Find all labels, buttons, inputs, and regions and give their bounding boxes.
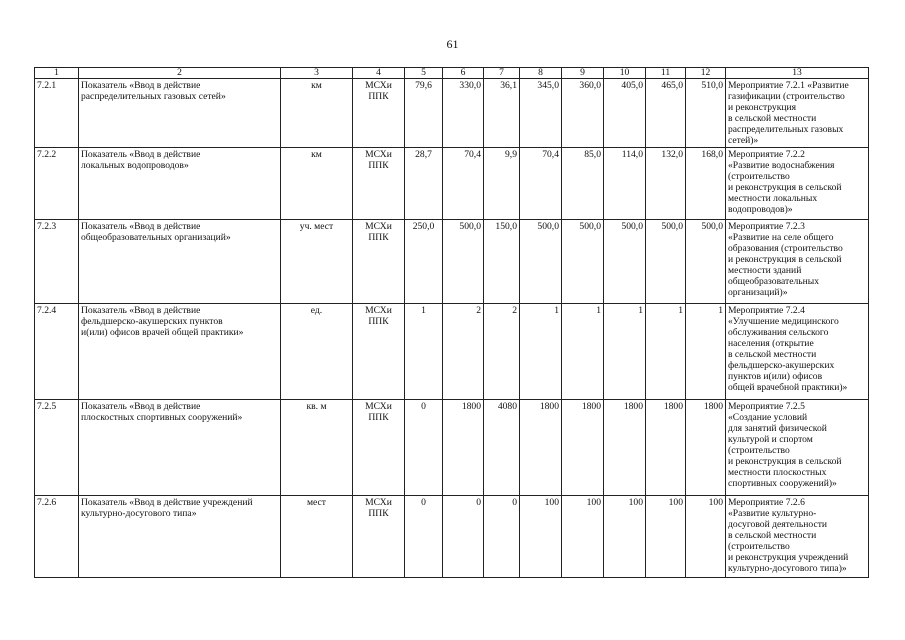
value-cell: 465,0 [646,79,686,148]
value-cell: 1 [686,304,726,400]
measure-cell: Мероприятие 7.2.3 «Развитие на селе общего образования (строительство и реконструкция в сельской местности зданий общеобразовательных организаций)» [726,220,869,304]
value-cell: 2 [443,304,484,400]
table-row [35,220,869,304]
row-code: 7.2.3 [35,220,79,304]
value-cell: 36,1 [484,79,520,148]
column-number-header: 12 [686,68,726,79]
value-cell: 70,4 [520,148,562,220]
value-cell: 1800 [443,400,484,496]
column-number-header: 8 [520,68,562,79]
row-code: 7.2.5 [35,400,79,496]
value-cell: 1 [405,304,443,400]
indicator-name: Показатель «Ввод в действие общеобразовательных организаций» [79,220,281,304]
table-row [35,496,869,578]
value-cell: 150,0 [484,220,520,304]
column-number-header: 9 [562,68,604,79]
value-cell: 1800 [562,400,604,496]
executor-cell: МСХи ППК [353,220,405,304]
value-cell: 100 [604,496,646,578]
unit-cell: км [281,148,353,220]
column-number-row [35,68,869,79]
value-cell: 250,0 [405,220,443,304]
column-number-header: 10 [604,68,646,79]
value-cell: 1 [562,304,604,400]
value-cell: 1800 [646,400,686,496]
row-code: 7.2.2 [35,148,79,220]
unit-cell: км [281,79,353,148]
column-number-header: 11 [646,68,686,79]
executor-cell: МСХи ППК [353,304,405,400]
value-cell: 345,0 [520,79,562,148]
indicator-name: Показатель «Ввод в действие локальных водопроводов» [79,148,281,220]
column-number-header: 3 [281,68,353,79]
value-cell: 405,0 [604,79,646,148]
value-cell: 360,0 [562,79,604,148]
value-cell: 1800 [686,400,726,496]
row-code: 7.2.1 [35,79,79,148]
column-number-header: 7 [484,68,520,79]
value-cell: 500,0 [520,220,562,304]
indicator-name: Показатель «Ввод в действие распределительных газовых сетей» [79,79,281,148]
value-cell: 28,7 [405,148,443,220]
value-cell: 132,0 [646,148,686,220]
value-cell: 0 [405,496,443,578]
value-cell: 500,0 [562,220,604,304]
executor-cell: МСХи ППК [353,148,405,220]
measure-cell: Мероприятие 7.2.6 «Развитие культурно- досуговой деятельности в сельской местности (строительство и реконструкция учреждений культурно-досугового типа)» [726,496,869,578]
value-cell: 85,0 [562,148,604,220]
value-cell: 1 [520,304,562,400]
executor-cell: МСХи ППК [353,400,405,496]
value-cell: 100 [562,496,604,578]
unit-cell: кв. м [281,400,353,496]
value-cell: 100 [686,496,726,578]
table-row [35,400,869,496]
indicator-name: Показатель «Ввод в действие учреждений культурно-досугового типа» [79,496,281,578]
column-number-header: 5 [405,68,443,79]
value-cell: 510,0 [686,79,726,148]
executor-cell: МСХи ППК [353,79,405,148]
unit-cell: уч. мест [281,220,353,304]
row-code: 7.2.4 [35,304,79,400]
indicator-name: Показатель «Ввод в действие фельдшерско-акушерских пунктов и(или) офисов врачей общей практики» [79,304,281,400]
column-number-header: 1 [35,68,79,79]
value-cell: 114,0 [604,148,646,220]
value-cell: 2 [484,304,520,400]
value-cell: 1 [646,304,686,400]
value-cell: 0 [405,400,443,496]
table-row [35,79,869,148]
value-cell: 500,0 [686,220,726,304]
measure-cell: Мероприятие 7.2.5 «Создание условий для занятий физической культурой и спортом (строительство и реконструкция в сельской местности плоскостных спортивных сооружений)» [726,400,869,496]
value-cell: 100 [520,496,562,578]
value-cell: 9,9 [484,148,520,220]
value-cell: 500,0 [443,220,484,304]
value-cell: 0 [484,496,520,578]
row-code: 7.2.6 [35,496,79,578]
value-cell: 500,0 [604,220,646,304]
value-cell: 0 [443,496,484,578]
value-cell: 1800 [604,400,646,496]
value-cell: 4080 [484,400,520,496]
indicator-name: Показатель «Ввод в действие плоскостных спортивных сооружений» [79,400,281,496]
column-number-header: 4 [353,68,405,79]
value-cell: 1800 [520,400,562,496]
measure-cell: Мероприятие 7.2.2 «Развитие водоснабжения (строительство и реконструкция в сельской местности локальных водопроводов)» [726,148,869,220]
executor-cell: МСХи ППК [353,496,405,578]
value-cell: 1 [604,304,646,400]
table-row [35,304,869,400]
table-row [35,148,869,220]
indicators-table [34,67,869,578]
value-cell: 330,0 [443,79,484,148]
value-cell: 100 [646,496,686,578]
value-cell: 500,0 [646,220,686,304]
value-cell: 168,0 [686,148,726,220]
column-number-header: 2 [79,68,281,79]
value-cell: 79,6 [405,79,443,148]
unit-cell: ед. [281,304,353,400]
value-cell: 70,4 [443,148,484,220]
column-number-header: 6 [443,68,484,79]
measure-cell: Мероприятие 7.2.4 «Улучшение медицинского обслуживания сельского населения (открытие в сельской местности фельдшерско-акушерских пунктов и(или) офисов общей врачебной практики)» [726,304,869,400]
unit-cell: мест [281,496,353,578]
column-number-header: 13 [726,68,869,79]
measure-cell: Мероприятие 7.2.1 «Развитие газификации (строительство и реконструкция в сельской местности распределительных газовых сетей)» [726,79,869,148]
page-number: 61 [446,37,459,51]
